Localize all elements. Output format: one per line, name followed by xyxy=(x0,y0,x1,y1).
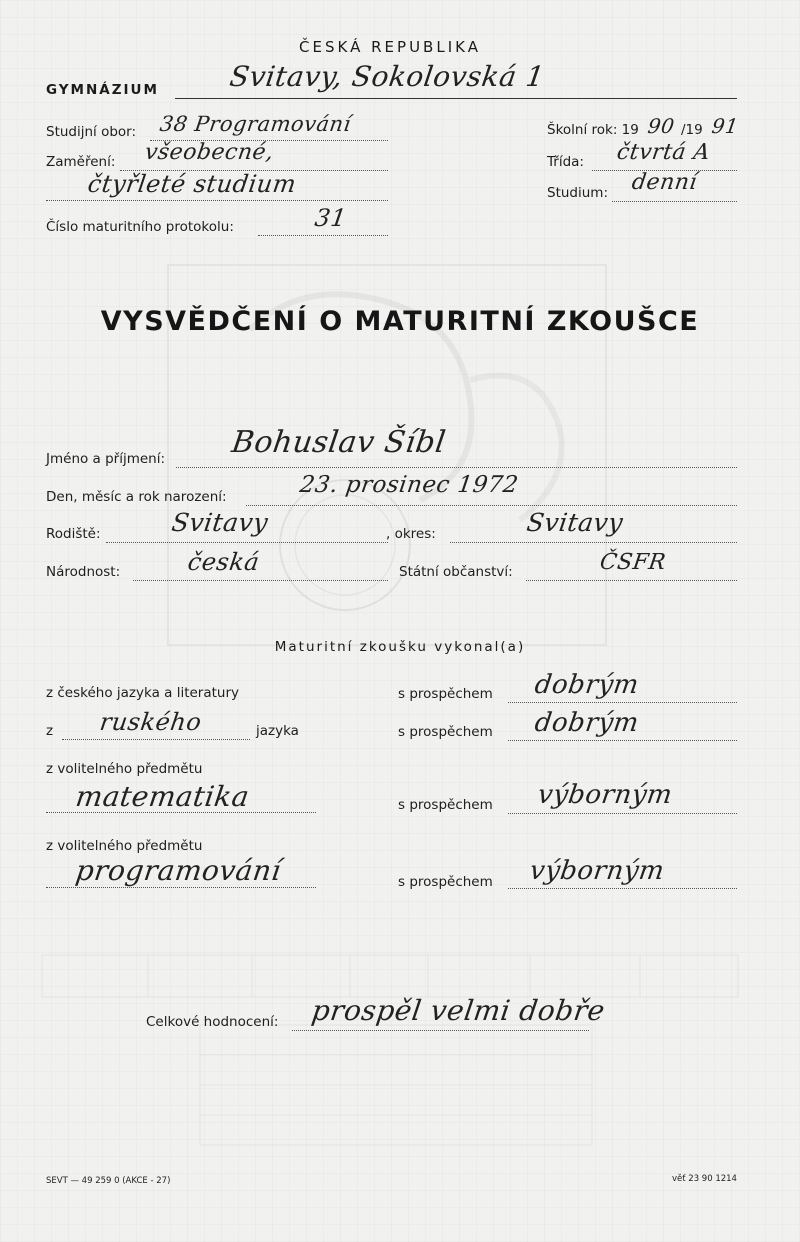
rodiste-label: Rodiště: xyxy=(46,526,101,542)
exam-heading: Maturitní zkoušku vykonal(a) xyxy=(274,639,526,655)
celkove-line xyxy=(292,1030,589,1031)
zamereni-value-1: všeobecné, xyxy=(143,140,276,165)
narodnost-label: Národnost: xyxy=(46,564,121,580)
narodnost-value: česká xyxy=(186,548,262,576)
narodnost-line xyxy=(133,580,388,581)
skolni-rok-label: Školní rok: 19 xyxy=(547,122,639,138)
okres-label: , okres: xyxy=(386,526,436,542)
predmet-1-grade: výborným xyxy=(535,780,675,810)
protokol-value: 31 xyxy=(313,204,349,232)
gymnazium-line xyxy=(175,98,737,99)
footer-print-code: věť 23 90 1214 xyxy=(672,1174,737,1184)
narozeni-line xyxy=(246,505,737,506)
studium-label: Studium: xyxy=(547,185,608,201)
volitelny-label-1: z volitelného předmětu xyxy=(46,761,203,777)
rodiste-line xyxy=(106,542,388,543)
jazyk-line xyxy=(62,739,250,740)
jmeno-line xyxy=(176,467,737,468)
obcanstvi-value: ČSFR xyxy=(598,550,668,575)
predmet-1-value: matematika xyxy=(73,780,252,813)
skolni-rok-start: 90 xyxy=(646,114,677,138)
jmeno-label: Jméno a příjmení: xyxy=(46,451,166,467)
predmet-2-line xyxy=(46,887,316,888)
country-heading: ČESKÁ REPUBLIKA xyxy=(299,38,481,56)
z-label: z xyxy=(46,723,54,739)
skolni-rok-separator: /19 xyxy=(681,122,703,138)
obor-value: 38 Programování xyxy=(158,112,353,136)
predmet-2-value: programování xyxy=(73,854,284,887)
cesky-grade-line xyxy=(508,702,737,703)
studium-value: denní xyxy=(630,170,699,195)
obcanstvi-label: Státní občanství: xyxy=(399,564,513,580)
jazyk-value: ruského xyxy=(98,708,204,736)
trida-label: Třída: xyxy=(547,154,584,170)
predmet-2-prospech-label: s prospěchem xyxy=(398,874,493,890)
jazyka-label: jazyka xyxy=(256,723,299,739)
cesky-prospech-label: s prospěchem xyxy=(398,686,493,702)
okres-line xyxy=(450,542,737,543)
footer-form-code: SEVT — 49 259 0 (AKCE - 27) xyxy=(46,1176,171,1186)
predmet-2-grade: výborným xyxy=(527,856,667,886)
celkove-label: Celkové hodnocení: xyxy=(146,1014,279,1030)
cesky-label: z českého jazyka a literatury xyxy=(46,685,240,701)
gymnazium-label: GYMNÁZIUM xyxy=(46,82,159,98)
obcanstvi-line xyxy=(526,580,737,581)
volitelny-label-2: z volitelného předmětu xyxy=(46,838,203,854)
document-title: VYSVĚDČENÍ O MATURITNÍ ZKOUŠCE xyxy=(100,306,700,337)
jazyk-grade: dobrým xyxy=(532,708,641,738)
skolni-rok-end: 91 xyxy=(710,114,741,138)
rodiste-value: Svitavy xyxy=(169,508,270,537)
protokol-line xyxy=(258,235,388,236)
okres-value: Svitavy xyxy=(524,508,625,537)
narozeni-label: Den, měsíc a rok narození: xyxy=(46,489,227,505)
gymnazium-value: Svitavy, Sokolovská 1 xyxy=(227,60,547,93)
cesky-grade: dobrým xyxy=(532,670,641,700)
studium-line xyxy=(612,201,737,202)
jazyk-grade-line xyxy=(508,740,737,741)
celkove-value: prospěl velmi dobře xyxy=(309,994,608,1027)
predmet-1-grade-line xyxy=(508,813,737,814)
zamereni-label: Zaměření: xyxy=(46,154,116,170)
zamereni-line-2 xyxy=(46,200,388,201)
narozeni-value: 23. prosinec 1972 xyxy=(298,472,521,498)
jazyk-prospech-label: s prospěchem xyxy=(398,724,493,740)
trida-value: čtvrtá A xyxy=(615,140,712,165)
obor-label: Studijní obor: xyxy=(46,124,137,140)
protokol-label: Číslo maturitního protokolu: xyxy=(46,219,234,235)
predmet-2-grade-line xyxy=(508,888,737,889)
jmeno-value: Bohuslav Šíbl xyxy=(229,425,449,460)
zamereni-value-2: čtyřleté studium xyxy=(86,170,299,198)
predmet-1-prospech-label: s prospěchem xyxy=(398,797,493,813)
